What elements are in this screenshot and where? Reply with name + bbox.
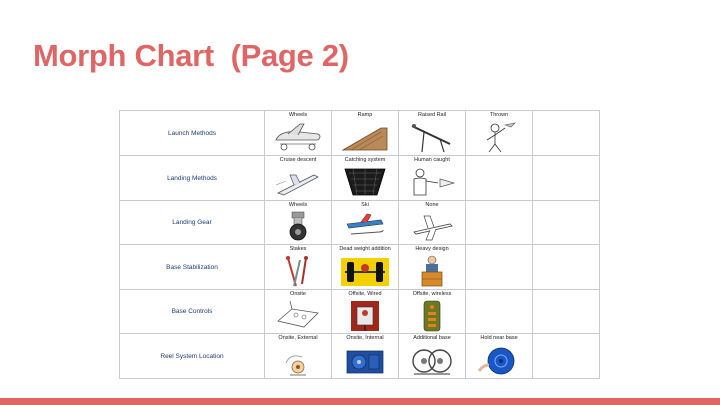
internal-winch-icon	[337, 343, 393, 377]
option-label: Additional base	[413, 335, 451, 341]
option-label: Hold near base	[480, 335, 518, 341]
ski-plane-icon	[337, 210, 393, 244]
throwing-person-icon	[471, 120, 527, 154]
option-label: Stakes	[289, 246, 307, 252]
option-cell	[399, 156, 466, 201]
control-panel-icon	[270, 299, 326, 333]
option-cell	[399, 290, 466, 334]
option-cell	[332, 201, 399, 245]
row-label-cell	[120, 111, 265, 156]
option-label: Raised Rail	[417, 112, 447, 118]
option-label: Dead weight addition	[339, 246, 391, 252]
wireless-remote-icon	[404, 299, 460, 333]
caster-wheel-icon	[270, 210, 326, 244]
table-row	[120, 290, 600, 334]
ramp-icon	[337, 120, 393, 154]
table-row	[120, 201, 600, 245]
empty-cell	[533, 111, 600, 156]
row-label-cell	[120, 290, 265, 334]
option-cell	[332, 245, 399, 290]
option-cell	[265, 201, 332, 245]
option-cell	[399, 111, 466, 156]
row-label-cell	[120, 245, 265, 290]
option-label: Onsite, Internal	[346, 335, 384, 341]
option-label: Offsite, wireless	[412, 291, 452, 297]
row-label-reel-system-location: Reel System Location	[160, 352, 224, 360]
option-label: Human caught	[414, 157, 450, 163]
empty-cell	[533, 334, 600, 379]
slide-title: Morph Chart (Page 2)	[33, 38, 349, 73]
option-cell	[265, 111, 332, 156]
row-label-launch-methods: Launch Methods	[167, 129, 217, 137]
option-label: None	[425, 202, 439, 208]
option-label: Catching system	[344, 157, 386, 163]
row-label-cell	[120, 201, 265, 245]
stakes-icon	[270, 254, 326, 288]
option-cell	[265, 290, 332, 334]
bottom-accent-bar	[0, 398, 720, 405]
empty-cell	[466, 290, 533, 334]
empty-cell	[466, 156, 533, 201]
catching-person-icon	[404, 165, 460, 199]
row-label-landing-gear: Landing Gear	[172, 219, 212, 226]
option-cell	[466, 334, 533, 379]
option-label: Ski	[361, 202, 369, 208]
wheeled-plane-icon	[270, 120, 326, 154]
row-label-base-stabilization: Base Stabilization	[166, 263, 218, 271]
row-label-landing-methods: Landing Methods	[167, 174, 217, 182]
row-label-base-controls: Base Controls	[171, 308, 213, 315]
barbell-icon	[337, 254, 393, 288]
option-label: Offsite, Wired	[348, 291, 382, 297]
option-cell	[332, 156, 399, 201]
option-cell	[332, 111, 399, 156]
option-label: Onsite, External	[278, 335, 318, 341]
reel-base-icon	[404, 343, 460, 377]
morph-chart-table	[119, 110, 600, 379]
table-row	[120, 245, 600, 290]
raised-rail-icon	[404, 120, 460, 154]
empty-cell	[466, 245, 533, 290]
option-cell	[399, 201, 466, 245]
option-cell	[399, 245, 466, 290]
option-cell	[265, 334, 332, 379]
option-label: Heavy design	[415, 246, 449, 252]
empty-cell	[533, 201, 600, 245]
wired-controller-icon	[337, 299, 393, 333]
blue-reel-icon	[471, 343, 527, 377]
heavy-box-icon	[404, 254, 460, 288]
option-cell	[332, 290, 399, 334]
option-label: Ramp	[357, 112, 373, 118]
empty-cell	[533, 290, 600, 334]
empty-cell	[533, 245, 600, 290]
descending-plane-icon	[270, 165, 326, 199]
option-cell	[399, 334, 466, 379]
option-label: Wheels	[288, 112, 308, 118]
option-cell	[265, 245, 332, 290]
table-row	[120, 334, 600, 379]
table-row	[120, 156, 600, 201]
external-reel-icon	[270, 343, 326, 377]
empty-cell	[533, 156, 600, 201]
option-cell	[265, 156, 332, 201]
option-label: Cruise descent	[279, 157, 317, 163]
row-label-cell	[120, 334, 265, 379]
catch-net-icon	[337, 165, 393, 199]
option-label: Thrown	[489, 112, 509, 118]
option-cell	[332, 334, 399, 379]
option-label: Wheels	[288, 202, 308, 208]
table-row	[120, 111, 600, 156]
empty-cell	[466, 201, 533, 245]
option-label: Onsite	[290, 291, 306, 297]
row-label-cell	[120, 156, 265, 201]
glider-icon	[404, 210, 460, 244]
option-cell	[466, 111, 533, 156]
